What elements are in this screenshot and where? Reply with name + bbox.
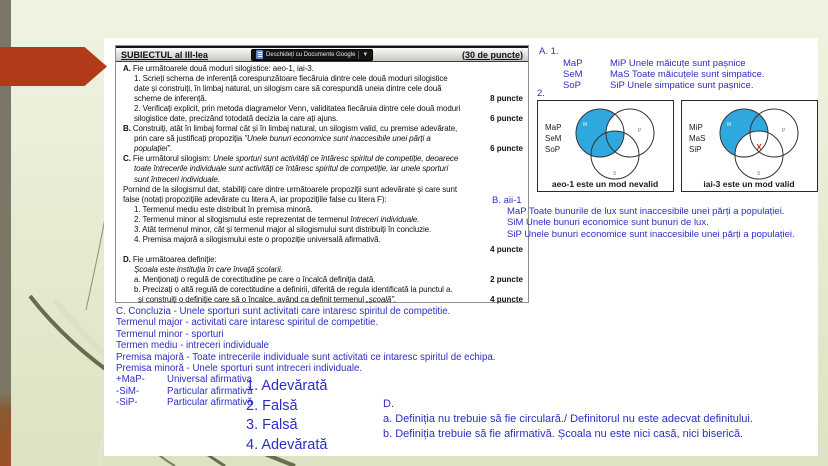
scheme-row: MaP MiP Unele măicuțe sunt pașnice <box>563 58 746 69</box>
answer-c-line: Termenul minor - sporturi <box>116 328 224 340</box>
answer-d <box>383 397 753 442</box>
answer-c-line: C. Concluzia - Unele sporturi sunt activitati care intaresc spiritul de competitie. <box>116 306 451 317</box>
document-line: 2 puncte a. Menționați o regulă de corectitudine pe care o încalcă definiția dată. <box>134 274 523 284</box>
answer-d-line: b. Definiția trebuie să fie afirmativă. Școala nu este nici casă, nici biserică. <box>383 428 744 440</box>
svg-text:SoP: SoP <box>545 145 561 154</box>
answer-d-line: a. Definiția nu trebuie să fie circulară./ Definitorul nu este adecvat definitului. <box>383 413 753 425</box>
venn-caption: iai-3 este un mod valid <box>703 179 795 189</box>
document-line: prin care să justificați propoziția "Unele bunuri economice sunt inaccesibile unei părți a <box>134 134 431 144</box>
document-line: 1. Scrieți schema de inferență corespunzătoare fiecăruia dintre cele două moduri silogistice <box>134 74 448 84</box>
svg-text:S: S <box>613 171 617 177</box>
verdict-item: 3. Falsă <box>246 417 298 433</box>
answer-b-line: SiM Unele bunuri economice sunt bunuri de lux. <box>507 217 709 229</box>
chevron-down-icon[interactable]: ▼ <box>358 51 368 59</box>
document-line: date și construiți, în limbaj natural, un silogism care să corespundă uneia dintre cele două <box>134 84 442 94</box>
document-line: 4 puncte și construiți o definiție care să o încalce, având ca definit termenul „școală". <box>138 295 523 305</box>
document-line: false (notați propozițiile adevărate cu litera A, iar propozițiile false cu litera F): <box>123 194 387 204</box>
verdict-item: 1. Adevărată <box>246 378 328 394</box>
venn-diagram-aeo1 <box>537 100 674 192</box>
document-line: 4. Premisa majoră a silogismului este o propoziție universală afirmativă. <box>134 234 381 244</box>
exam-document <box>115 45 529 303</box>
svg-text:MiP: MiP <box>689 123 703 132</box>
svg-text:SiP: SiP <box>689 145 702 154</box>
venn-caption: aeo-1 este un mod nevalid <box>551 179 659 189</box>
document-line: 2. Termenul minor al silogismului este reprezentat de termenul întreceri individuale. <box>134 214 420 224</box>
answer-c-line: Termen mediu - intreceri individuale <box>116 340 269 352</box>
google-docs-icon <box>256 50 263 59</box>
svg-text:MaP: MaP <box>545 123 562 132</box>
svg-text:M: M <box>583 122 588 128</box>
answer-c-line: Premisa majoră - Toate intrecerile individuale sunt activitati ce intaresc spiritul de echipa. <box>116 351 496 363</box>
document-line: 3. Atât termenul minor, cât și termenul major al silogismului sunt distribuiți în concluzie. <box>134 224 432 234</box>
venn-diagrams <box>537 100 818 192</box>
document-title: SUBIECTUL al III-lea <box>121 49 208 60</box>
svg-text:M: M <box>727 122 732 128</box>
answer-b-label: B. aii-1 <box>492 195 522 206</box>
scheme-row: SeM MaS Toate măicuțele sunt simpatice. <box>563 69 765 80</box>
svg-text:S: S <box>757 171 761 177</box>
answer-a <box>539 46 765 91</box>
verdict-item: 4. Adevărată <box>246 436 328 453</box>
document-line: C. Fie următorul silogism: Unele sporturi sunt activități ce întăresc spiritul de competiție, deoarece <box>123 154 459 164</box>
svg-text:P: P <box>782 128 786 134</box>
svg-text:MaS: MaS <box>689 134 706 143</box>
document-line: B. Construiți, atât în limbaj formal cât și în limbaj natural, un silogism valid, cu premise adevărate, <box>123 124 458 134</box>
mood-row: +MaP- Universal afirmativa <box>116 374 253 386</box>
answer-b <box>492 195 795 240</box>
answer-c-line: Premisa minoră - Unele sporturi sunt intreceri individuale. <box>116 363 363 375</box>
verdict-list <box>246 377 327 455</box>
document-line: 8 puncte scheme de inferență. <box>134 94 523 104</box>
svg-text:P: P <box>638 128 642 134</box>
answer-b-lines <box>492 206 795 240</box>
answer-b-line: MaP Toate bunurile de lux sunt inaccesibile unei părți a populației. <box>507 206 785 218</box>
total-points: (30 de puncte) <box>461 49 523 60</box>
document-header <box>116 46 528 62</box>
existential-x-mark: X <box>756 143 762 152</box>
svg-text:SeM: SeM <box>545 134 562 143</box>
open-button-label: Deschideți cu Documente Google <box>266 51 356 58</box>
document-line: 2. Verificați explicit, prin metoda diagramelor Venn, validitatea fiecăruia dintre cele două moduri <box>134 104 461 114</box>
ribbon-arrow <box>0 47 107 86</box>
document-line: Școala este instituția în care învață școlarii. <box>134 264 283 274</box>
document-line: 4 puncte <box>490 244 523 254</box>
content-panel <box>104 38 818 456</box>
answer-d-label: D. <box>383 398 394 410</box>
answer-a-schemes <box>563 58 765 91</box>
answer-a2-label: 2. <box>537 88 545 99</box>
venn-diagram-iai3 <box>681 100 818 192</box>
document-line: D. Fie următoarea definiție: <box>123 254 217 264</box>
document-line: Pornind de la silogismul dat, stabiliți care dintre următoarele propoziții sunt adevărate și care sunt <box>123 184 457 194</box>
document-line: A. Fie următoarele două moduri silogistice: aeo-1, iai-3. <box>123 64 314 73</box>
answer-c-line: Termenul major - activitati care intaresc spiritul de competitie. <box>116 317 379 329</box>
mood-row: -SiM- Particular afirmativă <box>116 385 253 397</box>
answer-c-lines <box>116 306 495 374</box>
answer-a-label: A. 1. <box>539 46 559 57</box>
document-line: toate întrecerile individuale sunt activități ce întăresc spiritul de competiție, iar unele sporturi <box>134 164 449 174</box>
answer-d-lines <box>383 412 753 442</box>
mood-row: -SiP- Particular afirmativă <box>116 397 253 409</box>
answer-b-line: SiP Unele bunuri economice sunt inaccesibile unei părți a populației. <box>507 228 795 240</box>
verdict-item: 2. Falsă <box>246 397 298 414</box>
document-line: b. Precizați o altă regulă de corectitudine a definirii, diferită de regula identificată la punctul a. <box>134 285 453 295</box>
document-line: 6 puncte silogistice date, precizând totodată decizia la care ați ajuns. <box>134 114 523 124</box>
document-line: 1. Termenul mediu este distribuit în premisa minoră. <box>134 204 313 214</box>
scheme-row: SoP SiP Unele simpatice sunt pașnice. <box>563 80 754 91</box>
document-body <box>116 62 528 305</box>
open-with-google-docs-button[interactable] <box>251 49 373 61</box>
document-line: sunt întreceri individuale. <box>134 174 220 184</box>
document-line: 6 puncte populației". <box>134 144 523 154</box>
